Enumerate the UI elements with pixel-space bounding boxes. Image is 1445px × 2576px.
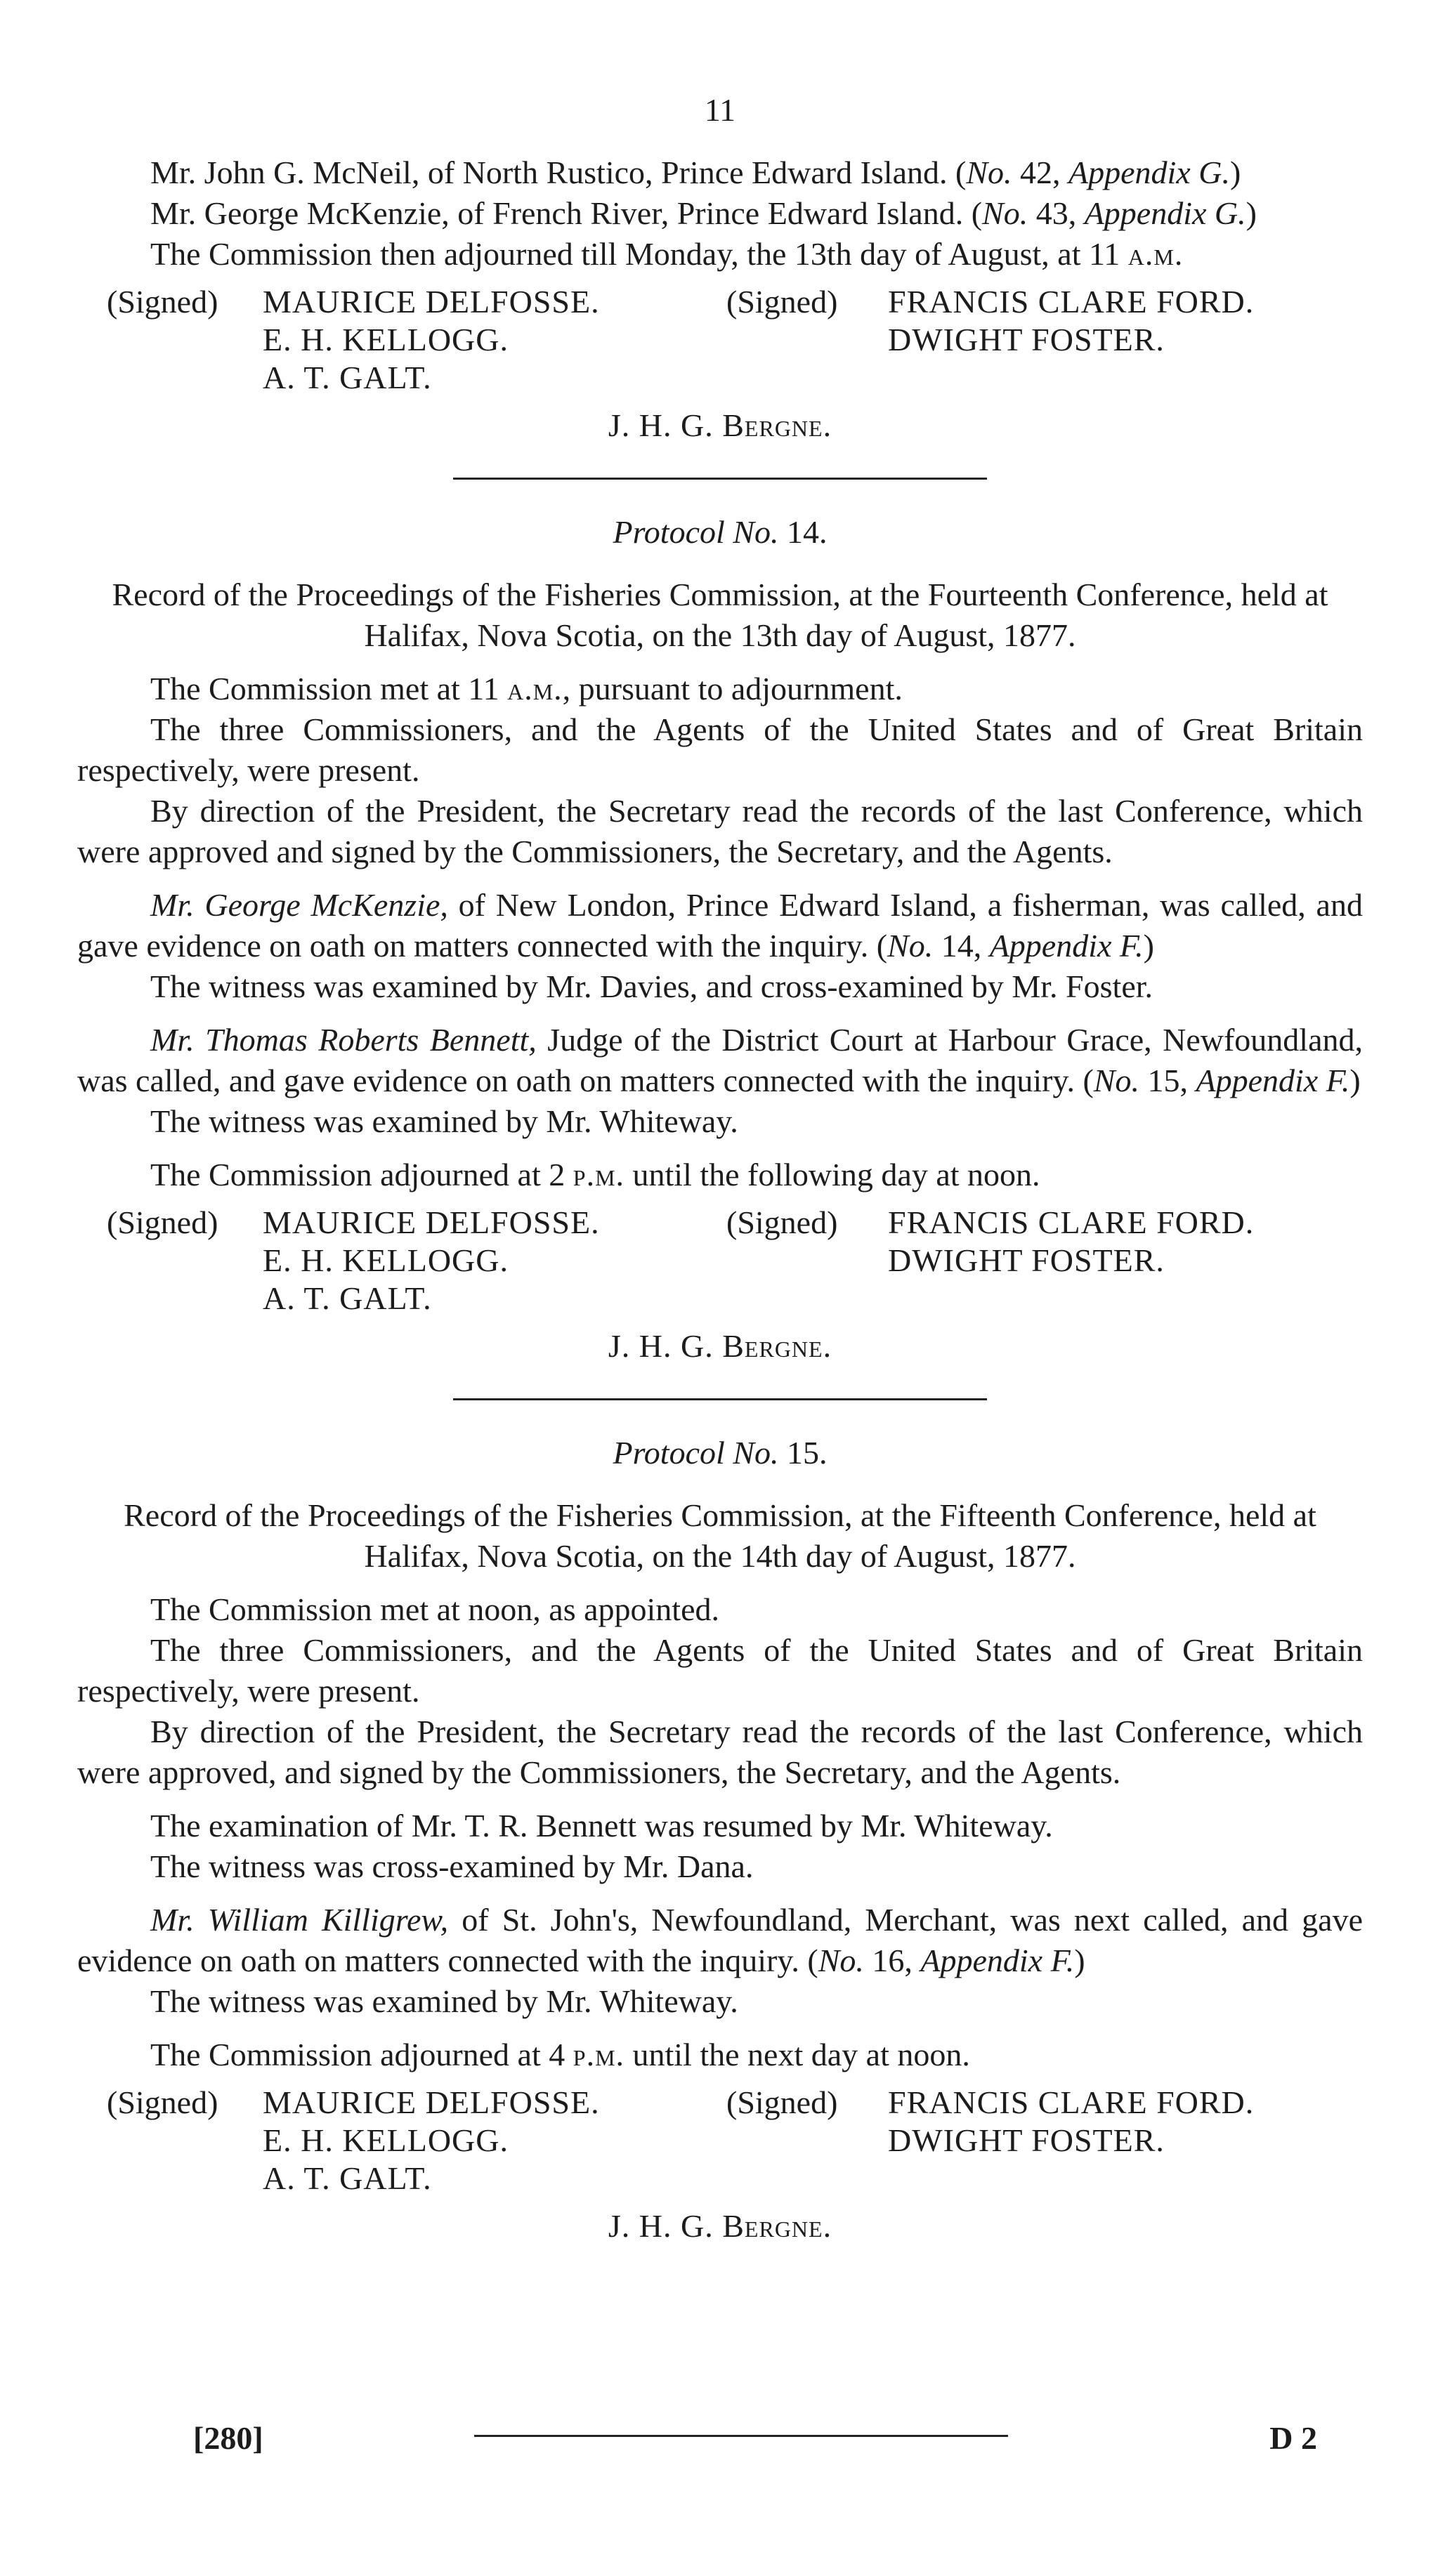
signed-label: (Signed) bbox=[107, 1204, 218, 1240]
text: until the next day at noon. bbox=[625, 2037, 970, 2072]
text: Protocol No. bbox=[613, 1435, 779, 1471]
text: Mr. John G. McNeil, of North Rustico, Prince Edward Island. ( bbox=[150, 155, 967, 190]
signatory: FRANCIS CLARE FORD. bbox=[888, 284, 1255, 320]
document-page bbox=[77, 77, 1363, 2245]
text: Protocol No. bbox=[613, 514, 779, 550]
page-footer bbox=[193, 2419, 1317, 2462]
text: 43, bbox=[1028, 195, 1085, 231]
text: The Commission then adjourned till Monday, the 13th day of August, at 11 bbox=[150, 236, 1128, 272]
signatory: FRANCIS CLARE FORD. bbox=[888, 1204, 1255, 1240]
text: ) bbox=[1229, 155, 1241, 190]
signatory: A. T. GALT. bbox=[263, 360, 432, 395]
text: ) bbox=[1074, 1943, 1085, 1978]
signatories-right bbox=[888, 1204, 1254, 1317]
text: p.m. bbox=[573, 2037, 625, 2072]
signatory: E. H. KELLOGG. bbox=[263, 2122, 509, 2158]
text: No. bbox=[966, 155, 1012, 190]
signatory: E. H. KELLOGG. bbox=[263, 322, 509, 357]
witness-name: Mr. William Killigrew, bbox=[150, 1902, 449, 1938]
text: 15, bbox=[1139, 1063, 1196, 1098]
text: The Commission adjourned at 2 bbox=[150, 1157, 573, 1192]
paragraph: The three Commissioners, and the Agents of the United States and of Great Britain respectively, were present. bbox=[77, 1632, 1363, 1709]
footer-rule bbox=[474, 2435, 1008, 2437]
text: Bergne. bbox=[722, 407, 832, 443]
paragraph: By direction of the President, the Secretary read the records of the last Conference, which were approved and signed by the Commissioners, the Secretary, and the Agents. bbox=[77, 793, 1363, 869]
text: No. bbox=[818, 1943, 864, 1978]
paragraph: The witness was examined by Mr. Davies, and cross-examined by Mr. Foster. bbox=[150, 968, 1153, 1004]
witness-entry bbox=[77, 1900, 1363, 1981]
witness-entry bbox=[77, 152, 1363, 193]
signatory: A. T. GALT. bbox=[263, 1280, 432, 1316]
witness-entry bbox=[77, 193, 1363, 234]
signed-label: (Signed) bbox=[726, 1204, 838, 1240]
witness-name: Mr. George McKenzie, bbox=[150, 887, 448, 923]
sheet-number: [280] bbox=[193, 2420, 263, 2456]
signed-label: (Signed) bbox=[726, 284, 838, 320]
signatories-left bbox=[263, 2084, 726, 2197]
paragraph: The examination of Mr. T. R. Bennett was resumed by Mr. Whiteway. bbox=[150, 1808, 1053, 1844]
secretary-signature bbox=[77, 407, 1363, 444]
text: until the following day at noon. bbox=[625, 1157, 1040, 1192]
signatory: DWIGHT FOSTER. bbox=[888, 2122, 1165, 2158]
text: 15. bbox=[778, 1435, 828, 1471]
text: Appendix F. bbox=[989, 928, 1144, 964]
signature-mark: D 2 bbox=[1269, 2420, 1317, 2456]
signatories-right bbox=[888, 2084, 1254, 2197]
signatory: MAURICE DELFOSSE. bbox=[263, 2084, 600, 2120]
text: The Commission met at 11 bbox=[150, 671, 508, 707]
text: a.m. bbox=[1127, 236, 1184, 272]
signature-block bbox=[77, 283, 1363, 397]
paragraph: The Commission met at noon, as appointed. bbox=[150, 1591, 720, 1627]
signatories-left bbox=[263, 283, 726, 397]
signatories-left bbox=[263, 1204, 726, 1317]
adjournment-paragraph bbox=[77, 2035, 1363, 2075]
text: of St. John's, Newfoundland, Merchant, was next called, and gave evidence on oath on matters connected with the inquiry. ( bbox=[77, 1902, 1363, 1978]
text: No. bbox=[887, 928, 934, 964]
section-divider bbox=[453, 478, 987, 480]
text: J. H. G. bbox=[608, 407, 723, 443]
signed-label: (Signed) bbox=[107, 284, 218, 320]
witness-entry bbox=[77, 885, 1363, 966]
secretary-signature bbox=[77, 2207, 1363, 2245]
section-divider bbox=[453, 1398, 987, 1400]
signed-label: (Signed) bbox=[726, 2084, 838, 2120]
text: ) bbox=[1143, 928, 1154, 964]
text: of New London, Prince Edward Island, a fisherman, was called, and gave evidence on oath on matters connected with the inquiry. ( bbox=[77, 887, 1363, 964]
text: ) bbox=[1245, 195, 1257, 231]
paragraph bbox=[77, 669, 1363, 709]
text: Bergne. bbox=[722, 2208, 832, 2244]
text: Appendix F. bbox=[920, 1943, 1075, 1978]
paragraph: The witness was examined by Mr. Whiteway. bbox=[150, 1103, 738, 1139]
signature-block bbox=[77, 2084, 1363, 2197]
paragraph: By direction of the President, the Secretary read the records of the last Conference, which were approved, and signed by the Commissioners, the Secretary, and the Agents. bbox=[77, 1714, 1363, 1790]
text: 16, bbox=[863, 1943, 921, 1978]
witness-entry bbox=[77, 1020, 1363, 1101]
text: 14. bbox=[778, 514, 828, 550]
signatories-right bbox=[888, 283, 1254, 397]
signatory: MAURICE DELFOSSE. bbox=[263, 1204, 600, 1240]
text: 14, bbox=[933, 928, 990, 964]
text: No. bbox=[982, 195, 1028, 231]
paragraph: The witness was cross-examined by Mr. Dana. bbox=[150, 1848, 754, 1884]
adjournment-paragraph bbox=[77, 234, 1363, 275]
secretary-signature bbox=[77, 1327, 1363, 1365]
paragraph: The three Commissioners, and the Agents of the United States and of Great Britain respectively, were present. bbox=[77, 711, 1363, 788]
witness-name: Mr. Thomas Roberts Bennett, bbox=[150, 1022, 537, 1058]
protocol-heading bbox=[77, 513, 1363, 551]
text: ) bbox=[1349, 1063, 1361, 1098]
signature-block bbox=[77, 1204, 1363, 1317]
text: J. H. G. bbox=[608, 2208, 723, 2244]
signatory: A. T. GALT. bbox=[263, 2160, 432, 2196]
text: The Commission adjourned at 4 bbox=[150, 2037, 573, 2072]
signatory: DWIGHT FOSTER. bbox=[888, 1242, 1165, 1278]
text: p.m. bbox=[573, 1157, 625, 1192]
text: Appendix G. bbox=[1084, 195, 1246, 231]
text: J. H. G. bbox=[608, 1328, 723, 1364]
text: Mr. George McKenzie, of French River, Prince Edward Island. ( bbox=[150, 195, 983, 231]
signed-label: (Signed) bbox=[107, 2084, 218, 2120]
record-heading: Record of the Proceedings of the Fisheries Commission, at the Fifteenth Conference, held at Halifax, Nova Scotia, on the 14th day of August, 1877. bbox=[124, 1497, 1316, 1574]
text: Appendix G. bbox=[1068, 155, 1230, 190]
text: , pursuant to adjournment. bbox=[562, 671, 903, 707]
text: 42, bbox=[1012, 155, 1069, 190]
signatory: FRANCIS CLARE FORD. bbox=[888, 2084, 1255, 2120]
text: Bergne. bbox=[722, 1328, 832, 1364]
protocol-heading bbox=[77, 1434, 1363, 1471]
text: Judge of the District Court at Harbour Grace, Newfoundland, was called, and gave evidence on oath on matters connected with the inquiry. ( bbox=[77, 1022, 1363, 1098]
record-heading: Record of the Proceedings of the Fisheries Commission, at the Fourteenth Conference, held at Halifax, Nova Scotia, on the 13th day of August, 1877. bbox=[112, 577, 1328, 653]
paragraph: The witness was examined by Mr. Whiteway. bbox=[150, 1983, 738, 2019]
adjournment-paragraph bbox=[77, 1155, 1363, 1195]
text: No. bbox=[1093, 1063, 1139, 1098]
page-number: 11 bbox=[704, 92, 736, 128]
signatory: DWIGHT FOSTER. bbox=[888, 322, 1165, 357]
text: Appendix F. bbox=[1196, 1063, 1350, 1098]
signatory: MAURICE DELFOSSE. bbox=[263, 284, 600, 320]
text: a.m. bbox=[507, 671, 563, 707]
signatory: E. H. KELLOGG. bbox=[263, 1242, 509, 1278]
